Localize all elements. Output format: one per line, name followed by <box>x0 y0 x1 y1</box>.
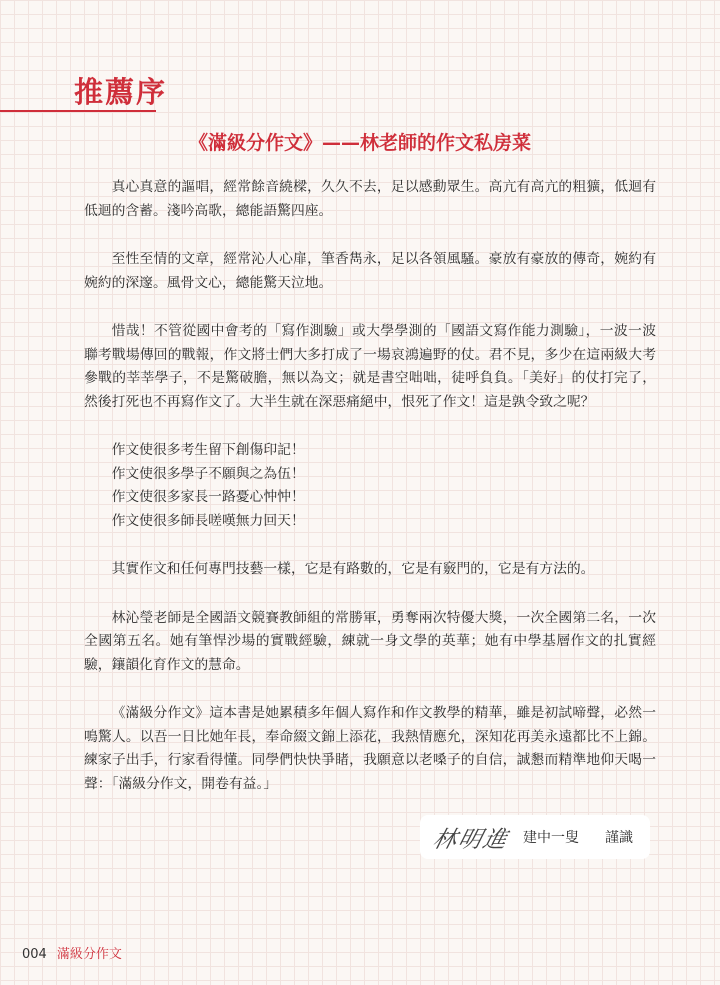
poem-block <box>84 439 656 533</box>
heading-underline <box>0 110 156 112</box>
paragraph-3: 惜哉！不管從國中會考的「寫作測驗」或大學學測的「國語文寫作能力測驗」，一波一波聯考戰場傳回的戰報，作文將士們大多打成了一場哀鴻遍野的仗。君不見，多少在這兩級大考參戰的莘莘學子，不是驚破膽，無以為文；就是書空咄咄，徒呼負負。「美好」的仗打完了，然後打死也不再寫作文了。大半生就在深惡痛絕中，恨死了作文！這是孰令致之呢？ <box>84 323 656 410</box>
paragraph-4: 其實作文和任何專門技藝一樣，它是有路數的，它是有竅門的，它是有方法的。 <box>111 561 595 577</box>
poem-line-1: 作文使很多考生留下創傷印記！ <box>111 442 305 458</box>
footer-book-title: 滿級分作文 <box>56 947 122 962</box>
paragraph-2: 至性至情的文章，經常沁人心扉，筆香雋永，足以各領風騷。豪放有豪放的傳奇，婉約有婉約的深邃。風骨文心，總能驚天泣地。 <box>84 251 656 291</box>
signature-block <box>420 815 650 859</box>
poem-line-3: 作文使很多家長一路憂心忡忡！ <box>111 489 305 505</box>
section-heading: 推薦序 <box>74 75 168 109</box>
paragraph-6: 《滿級分作文》這本書是她累積多年個人寫作和作文教學的精華，雖是初試啼聲，必然一鳴驚人。以吾一日比她年長，奉命綴文錦上添花，我熱情應允，深知花再美永遠都比不上錦。練家子出手，行家看得懂。同學們快快爭睹，我願意以老嗓子的自信，誠懇而精準地仰天喝一聲：「滿級分作文，開卷有益。」 <box>84 705 656 792</box>
article-body <box>84 176 656 821</box>
article-title: 《滿級分作文》——林老師的作文私房菜 <box>188 132 531 154</box>
page-number: 004 <box>22 947 47 962</box>
page-footer <box>22 943 122 962</box>
poem-line-2: 作文使很多學子不願與之為伍！ <box>111 465 305 482</box>
poem-line-4: 作文使很多師長嗟嘆無力回天！ <box>111 512 305 529</box>
handwritten-signature: 林明進 <box>430 826 512 853</box>
paragraph-5: 林沁瑩老師是全國語文競賽教師組的常勝軍，勇奪兩次特優大獎，一次全國第二名，一次全國第五名。她有筆悍沙場的實戰經驗，練就一身文學的英華；她有中學基層作文的扎實經驗，鑲韻化育作文的慧命。 <box>84 609 656 673</box>
paragraph-1: 真心真意的謳唱，經常餘音繞樑，久久不去，足以感動眾生。高亢有高亢的粗獷，低迴有低迴的含蓄。淺吟高歌，總能語驚四座。 <box>84 179 656 219</box>
signature-role: 建中一叟 <box>523 830 579 846</box>
signature-closing: 謹識 <box>605 830 633 846</box>
